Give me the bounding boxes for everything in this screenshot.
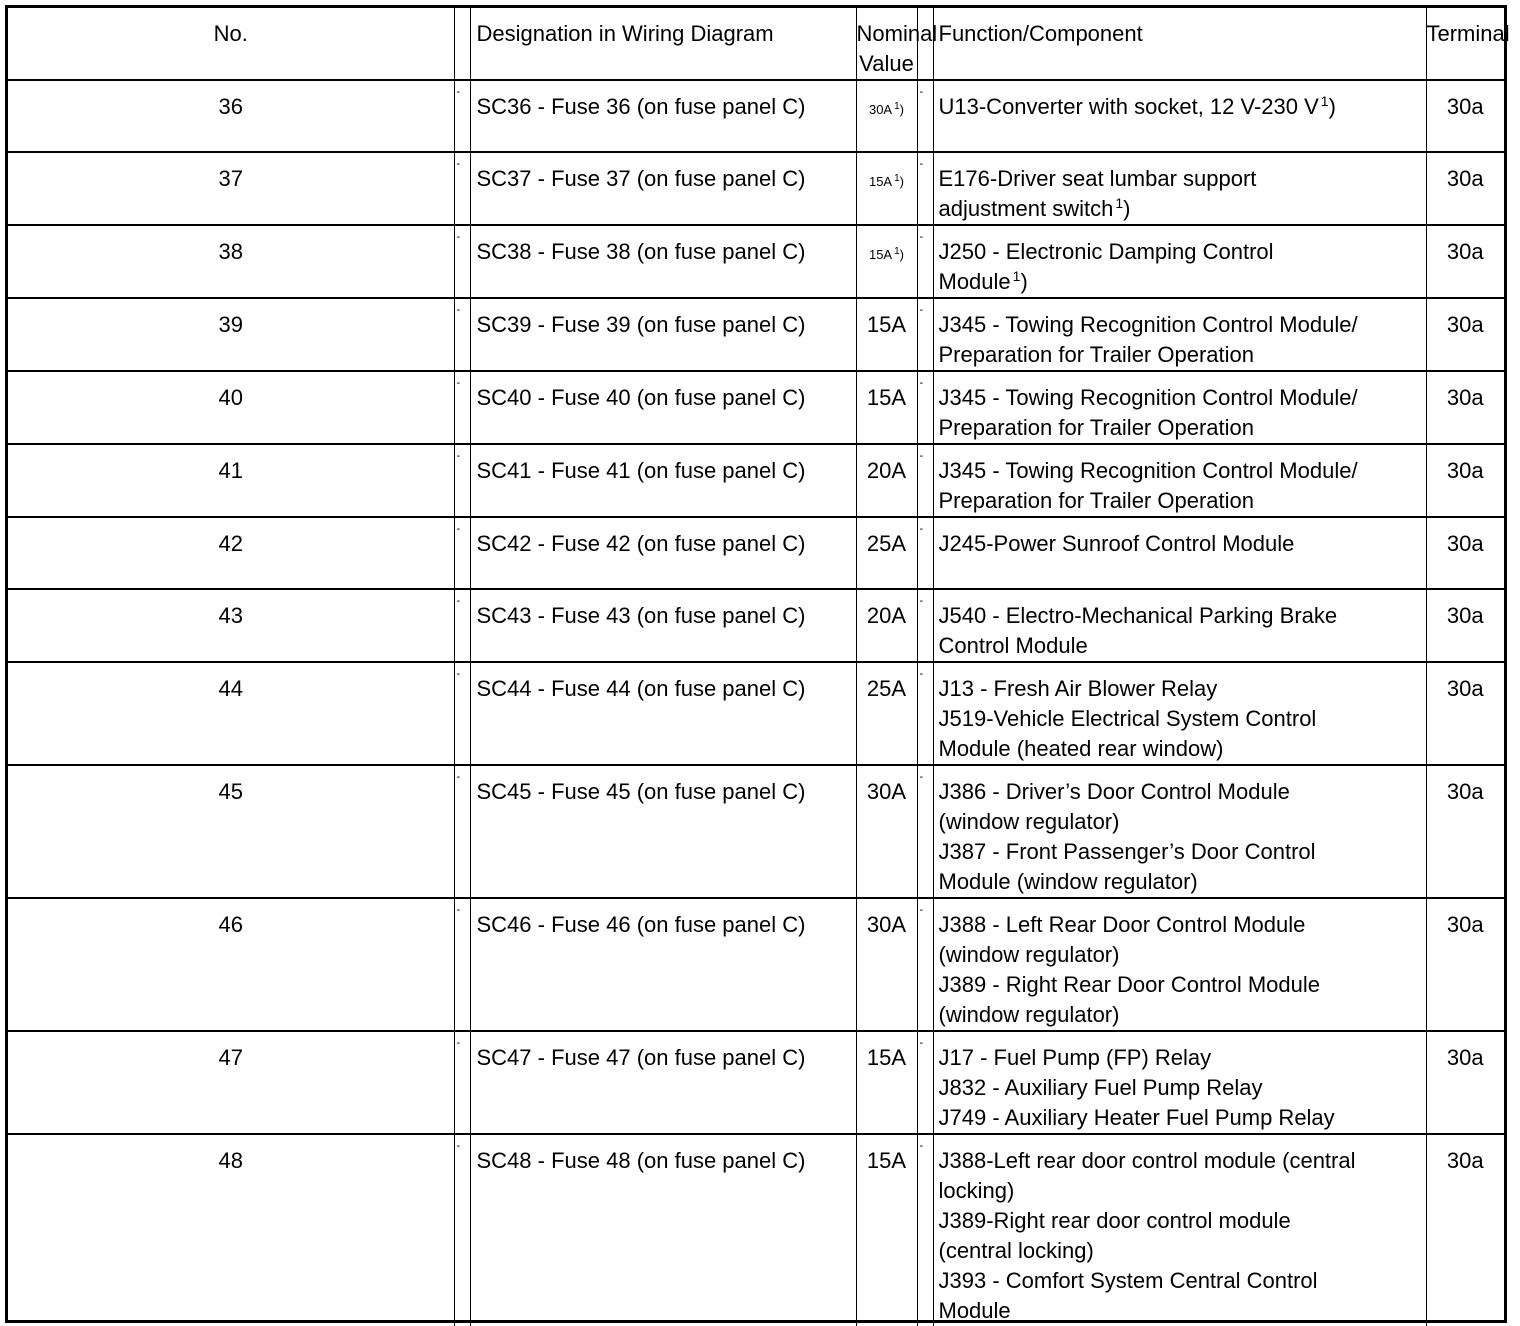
marker-cell — [454, 1134, 470, 1326]
marker-cell — [454, 662, 470, 765]
nominal-value-text: 15A — [866, 385, 907, 410]
nominal-value-text: 15A — [866, 1148, 907, 1173]
function-line — [939, 486, 1426, 516]
fuse-number: 41 — [8, 444, 454, 517]
marker-tick: - — [919, 523, 924, 535]
designation: SC44 - Fuse 44 (on fuse panel C) — [470, 662, 856, 765]
function-line-text: (central locking) — [938, 1238, 1094, 1263]
nominal-value-text: 15A — [866, 1045, 907, 1070]
marker-cell — [917, 589, 933, 662]
fuse-number: 47 — [8, 1031, 454, 1134]
designation: SC37 - Fuse 37 (on fuse panel C) — [470, 152, 856, 225]
footnote-mark: 1 — [1115, 195, 1124, 211]
marker-tick: - — [456, 668, 461, 680]
designation: SC39 - Fuse 39 (on fuse panel C) — [470, 298, 856, 371]
function-line-text: (window regulator) — [938, 809, 1120, 834]
function-component — [933, 1134, 1426, 1326]
marker-tick: - — [919, 595, 924, 607]
fuse-number: 40 — [8, 371, 454, 444]
function-line-text: J250 - Electronic Damping Control — [938, 239, 1274, 264]
function-line — [939, 383, 1426, 413]
function-line — [939, 1206, 1426, 1236]
header-row — [8, 8, 1504, 80]
designation: SC48 - Fuse 48 (on fuse panel C) — [470, 1134, 856, 1326]
fuse-number: 46 — [8, 898, 454, 1031]
table-row — [8, 1031, 1504, 1134]
designation: SC36 - Fuse 36 (on fuse panel C) — [470, 80, 856, 152]
footnote-paren: ) — [1020, 269, 1028, 294]
nominal-value — [856, 662, 917, 765]
nominal-value-footnoted — [869, 102, 904, 118]
header-function: Function/Component — [933, 8, 1426, 80]
terminal: 30a — [1426, 1031, 1504, 1134]
function-line — [939, 1103, 1426, 1133]
designation: SC42 - Fuse 42 (on fuse panel C) — [470, 517, 856, 589]
function-component — [933, 1031, 1426, 1134]
footnote-mark: 1 — [894, 173, 900, 184]
function-line-text: J393 - Comfort System Central Control — [938, 1268, 1318, 1293]
table-row — [8, 152, 1504, 225]
footnote-paren: ) — [899, 247, 905, 262]
table-row — [8, 225, 1504, 298]
marker-tick: - — [456, 1037, 461, 1049]
function-line-text: J245-Power Sunroof Control Module — [938, 531, 1295, 556]
function-line-text: E176-Driver seat lumbar support — [938, 166, 1257, 191]
function-line-text: J519-Vehicle Electrical System Control — [938, 706, 1317, 731]
footnote-paren: ) — [899, 102, 905, 117]
marker-tick: - — [919, 771, 924, 783]
marker-tick: - — [456, 158, 461, 170]
function-line — [939, 910, 1426, 940]
function-line — [939, 1146, 1426, 1176]
marker-tick: - — [456, 304, 461, 316]
function-line — [939, 1043, 1426, 1073]
nominal-value — [856, 371, 917, 444]
fuse-number: 48 — [8, 1134, 454, 1326]
nominal-value-text: 30A — [866, 912, 907, 937]
table-row — [8, 298, 1504, 371]
marker-tick: - — [456, 904, 461, 916]
function-line — [939, 970, 1426, 1000]
function-line — [939, 601, 1426, 631]
function-component — [933, 225, 1426, 298]
table-row — [8, 765, 1504, 898]
function-line-text: Module (window regulator) — [938, 869, 1198, 894]
header-no: No. — [8, 8, 454, 80]
marker-tick: - — [919, 1140, 924, 1152]
function-component — [933, 80, 1426, 152]
terminal: 30a — [1426, 371, 1504, 444]
marker-cell — [454, 898, 470, 1031]
function-line-text: Module (heated rear window) — [938, 736, 1224, 761]
function-line — [939, 807, 1426, 837]
function-line — [939, 1176, 1426, 1206]
function-line-text: J389 - Right Rear Door Control Module — [938, 972, 1321, 997]
marker-cell — [917, 298, 933, 371]
fuse-assignment-table — [8, 8, 1510, 1326]
nominal-value-text: 20A — [866, 603, 907, 628]
nominal-value-footnoted — [869, 174, 904, 190]
marker-cell — [917, 152, 933, 225]
nominal-value — [856, 80, 917, 152]
function-line — [939, 867, 1426, 897]
nominal-value-text: 15A — [866, 312, 907, 337]
function-line — [939, 1000, 1426, 1030]
marker-tick: - — [456, 377, 461, 389]
nominal-value-footnoted — [869, 247, 904, 263]
marker-cell — [454, 298, 470, 371]
nominal-value — [856, 517, 917, 589]
marker-tick: - — [919, 450, 924, 462]
nominal-value — [856, 225, 917, 298]
function-line — [939, 704, 1426, 734]
function-line-text: J17 - Fuel Pump (FP) Relay — [938, 1045, 1212, 1070]
marker-cell — [454, 589, 470, 662]
header-terminal: Terminal — [1426, 21, 1510, 46]
function-line — [939, 164, 1426, 194]
terminal: 30a — [1426, 1134, 1504, 1326]
marker-cell — [917, 1134, 933, 1326]
nominal-value — [856, 1134, 917, 1326]
function-component — [933, 517, 1426, 589]
function-component — [933, 898, 1426, 1031]
terminal: 30a — [1426, 444, 1504, 517]
function-line — [939, 267, 1426, 297]
header-designation: Designation in Wiring Diagram — [470, 8, 856, 80]
marker-tick: - — [919, 231, 924, 243]
marker-cell — [454, 80, 470, 152]
table-row — [8, 371, 1504, 444]
nominal-value-text: 30A — [866, 779, 907, 804]
marker-tick: - — [919, 668, 924, 680]
nominal-value-text: 25A — [866, 676, 907, 701]
function-line-text: Module — [938, 269, 1011, 294]
terminal: 30a — [1426, 765, 1504, 898]
function-line — [939, 413, 1426, 443]
marker-cell — [454, 1031, 470, 1134]
footnote-mark: 1 — [894, 246, 900, 257]
designation: SC41 - Fuse 41 (on fuse panel C) — [470, 444, 856, 517]
footnote-mark: 1 — [894, 101, 900, 112]
nominal-value-text: 20A — [866, 458, 907, 483]
nominal-value-text: 15A — [868, 174, 893, 189]
marker-tick: - — [919, 904, 924, 916]
designation: SC45 - Fuse 45 (on fuse panel C) — [470, 765, 856, 898]
table-row — [8, 898, 1504, 1031]
table-row — [8, 589, 1504, 662]
function-line-text: (window regulator) — [938, 1002, 1120, 1027]
function-line — [939, 456, 1426, 486]
fuse-number: 42 — [8, 517, 454, 589]
footnote-mark: 1 — [1012, 268, 1021, 284]
function-line — [939, 734, 1426, 764]
nominal-value — [856, 898, 917, 1031]
function-line — [939, 777, 1426, 807]
function-line-text: J345 - Towing Recognition Control Module/ — [938, 312, 1358, 337]
function-line — [939, 310, 1426, 340]
terminal: 30a — [1426, 662, 1504, 765]
terminal: 30a — [1426, 589, 1504, 662]
footnote-paren: ) — [1123, 196, 1131, 221]
designation: SC46 - Fuse 46 (on fuse panel C) — [470, 898, 856, 1031]
function-line — [939, 631, 1426, 661]
function-line-text: Module — [938, 1298, 1011, 1323]
marker-tick: - — [456, 771, 461, 783]
function-component — [933, 152, 1426, 225]
terminal: 30a — [1426, 298, 1504, 371]
function-line — [939, 92, 1426, 122]
function-line — [939, 1266, 1426, 1296]
marker-cell — [454, 444, 470, 517]
function-component — [933, 662, 1426, 765]
function-line-text: J387 - Front Passenger’s Door Control — [938, 839, 1316, 864]
table-row — [8, 662, 1504, 765]
header-marker-cell — [917, 8, 933, 80]
marker-tick: - — [456, 523, 461, 535]
function-line-text: (window regulator) — [938, 942, 1120, 967]
function-line-text: J388-Left rear door control module (central — [938, 1148, 1356, 1173]
marker-cell — [917, 765, 933, 898]
marker-tick: - — [456, 450, 461, 462]
marker-tick: - — [919, 86, 924, 98]
function-line — [939, 837, 1426, 867]
function-line-text: J345 - Towing Recognition Control Module/ — [938, 385, 1358, 410]
designation: SC47 - Fuse 47 (on fuse panel C) — [470, 1031, 856, 1134]
function-line — [939, 1296, 1426, 1326]
terminal: 30a — [1426, 152, 1504, 225]
fuse-number: 38 — [8, 225, 454, 298]
function-line-text: J749 - Auxiliary Heater Fuel Pump Relay — [938, 1105, 1335, 1130]
terminal: 30a — [1426, 80, 1504, 152]
table-row — [8, 517, 1504, 589]
marker-tick: - — [919, 304, 924, 316]
terminal: 30a — [1426, 517, 1504, 589]
nominal-value — [856, 1031, 917, 1134]
terminal: 30a — [1426, 225, 1504, 298]
designation: SC40 - Fuse 40 (on fuse panel C) — [470, 371, 856, 444]
function-line-text: J540 - Electro-Mechanical Parking Brake — [938, 603, 1338, 628]
fuse-number: 36 — [8, 80, 454, 152]
designation: SC43 - Fuse 43 (on fuse panel C) — [470, 589, 856, 662]
nominal-value — [856, 444, 917, 517]
function-line — [939, 237, 1426, 267]
footnote-mark: 1 — [1320, 93, 1329, 109]
fuse-number: 39 — [8, 298, 454, 371]
function-component — [933, 371, 1426, 444]
marker-tick: - — [919, 377, 924, 389]
fuse-number: 43 — [8, 589, 454, 662]
marker-tick: - — [456, 86, 461, 98]
marker-tick: - — [456, 1140, 461, 1152]
marker-cell — [917, 1031, 933, 1134]
nominal-value-text: 30A — [868, 102, 893, 117]
nominal-value — [856, 765, 917, 898]
nominal-value-text: 25A — [866, 531, 907, 556]
footnote-paren: ) — [899, 174, 905, 189]
marker-cell — [917, 225, 933, 298]
function-line-text: U13-Converter with socket, 12 V-230 V — [938, 94, 1319, 119]
function-line-text: J832 - Auxiliary Fuel Pump Relay — [938, 1075, 1263, 1100]
function-component — [933, 765, 1426, 898]
table-row — [8, 444, 1504, 517]
function-component — [933, 589, 1426, 662]
nominal-value — [856, 298, 917, 371]
marker-cell — [454, 225, 470, 298]
function-line — [939, 194, 1426, 224]
header-marker-cell — [454, 8, 470, 80]
function-line — [939, 340, 1426, 370]
marker-tick: - — [456, 231, 461, 243]
function-line-text: J386 - Driver’s Door Control Module — [938, 779, 1290, 804]
fuse-table-frame — [5, 5, 1510, 1323]
fuse-number: 44 — [8, 662, 454, 765]
function-component — [933, 444, 1426, 517]
nominal-value — [856, 152, 917, 225]
function-line-text: Control Module — [938, 633, 1088, 658]
nominal-value — [856, 589, 917, 662]
header-nominal-value: Nominal Value — [856, 8, 917, 80]
function-line — [939, 529, 1426, 559]
marker-cell — [454, 152, 470, 225]
marker-tick: - — [919, 1037, 924, 1049]
marker-tick: - — [919, 158, 924, 170]
function-line-text: Preparation for Trailer Operation — [938, 415, 1254, 440]
function-line-text: locking) — [938, 1178, 1015, 1203]
function-line-text: J388 - Left Rear Door Control Module — [938, 912, 1306, 937]
table-row — [8, 80, 1504, 152]
fuse-number: 37 — [8, 152, 454, 225]
marker-tick: - — [456, 595, 461, 607]
function-line-text: adjustment switch — [938, 196, 1114, 221]
function-line-text: J389-Right rear door control module — [938, 1208, 1291, 1233]
fuse-number: 45 — [8, 765, 454, 898]
function-line — [939, 940, 1426, 970]
marker-cell — [917, 517, 933, 589]
marker-cell — [454, 517, 470, 589]
function-line-text: Preparation for Trailer Operation — [938, 488, 1254, 513]
nominal-value-text: 15A — [868, 247, 893, 262]
function-line — [939, 674, 1426, 704]
marker-cell — [454, 765, 470, 898]
marker-cell — [917, 662, 933, 765]
function-line — [939, 1236, 1426, 1266]
footnote-paren: ) — [1328, 94, 1336, 119]
designation: SC38 - Fuse 38 (on fuse panel C) — [470, 225, 856, 298]
marker-cell — [917, 444, 933, 517]
marker-cell — [454, 371, 470, 444]
function-line-text: J13 - Fresh Air Blower Relay — [938, 676, 1218, 701]
table-row — [8, 1134, 1504, 1326]
terminal: 30a — [1426, 898, 1504, 1031]
function-line-text: Preparation for Trailer Operation — [938, 342, 1254, 367]
marker-cell — [917, 898, 933, 1031]
marker-cell — [917, 371, 933, 444]
function-line — [939, 1073, 1426, 1103]
function-line-text: J345 - Towing Recognition Control Module/ — [938, 458, 1358, 483]
function-component — [933, 298, 1426, 371]
marker-cell — [917, 80, 933, 152]
